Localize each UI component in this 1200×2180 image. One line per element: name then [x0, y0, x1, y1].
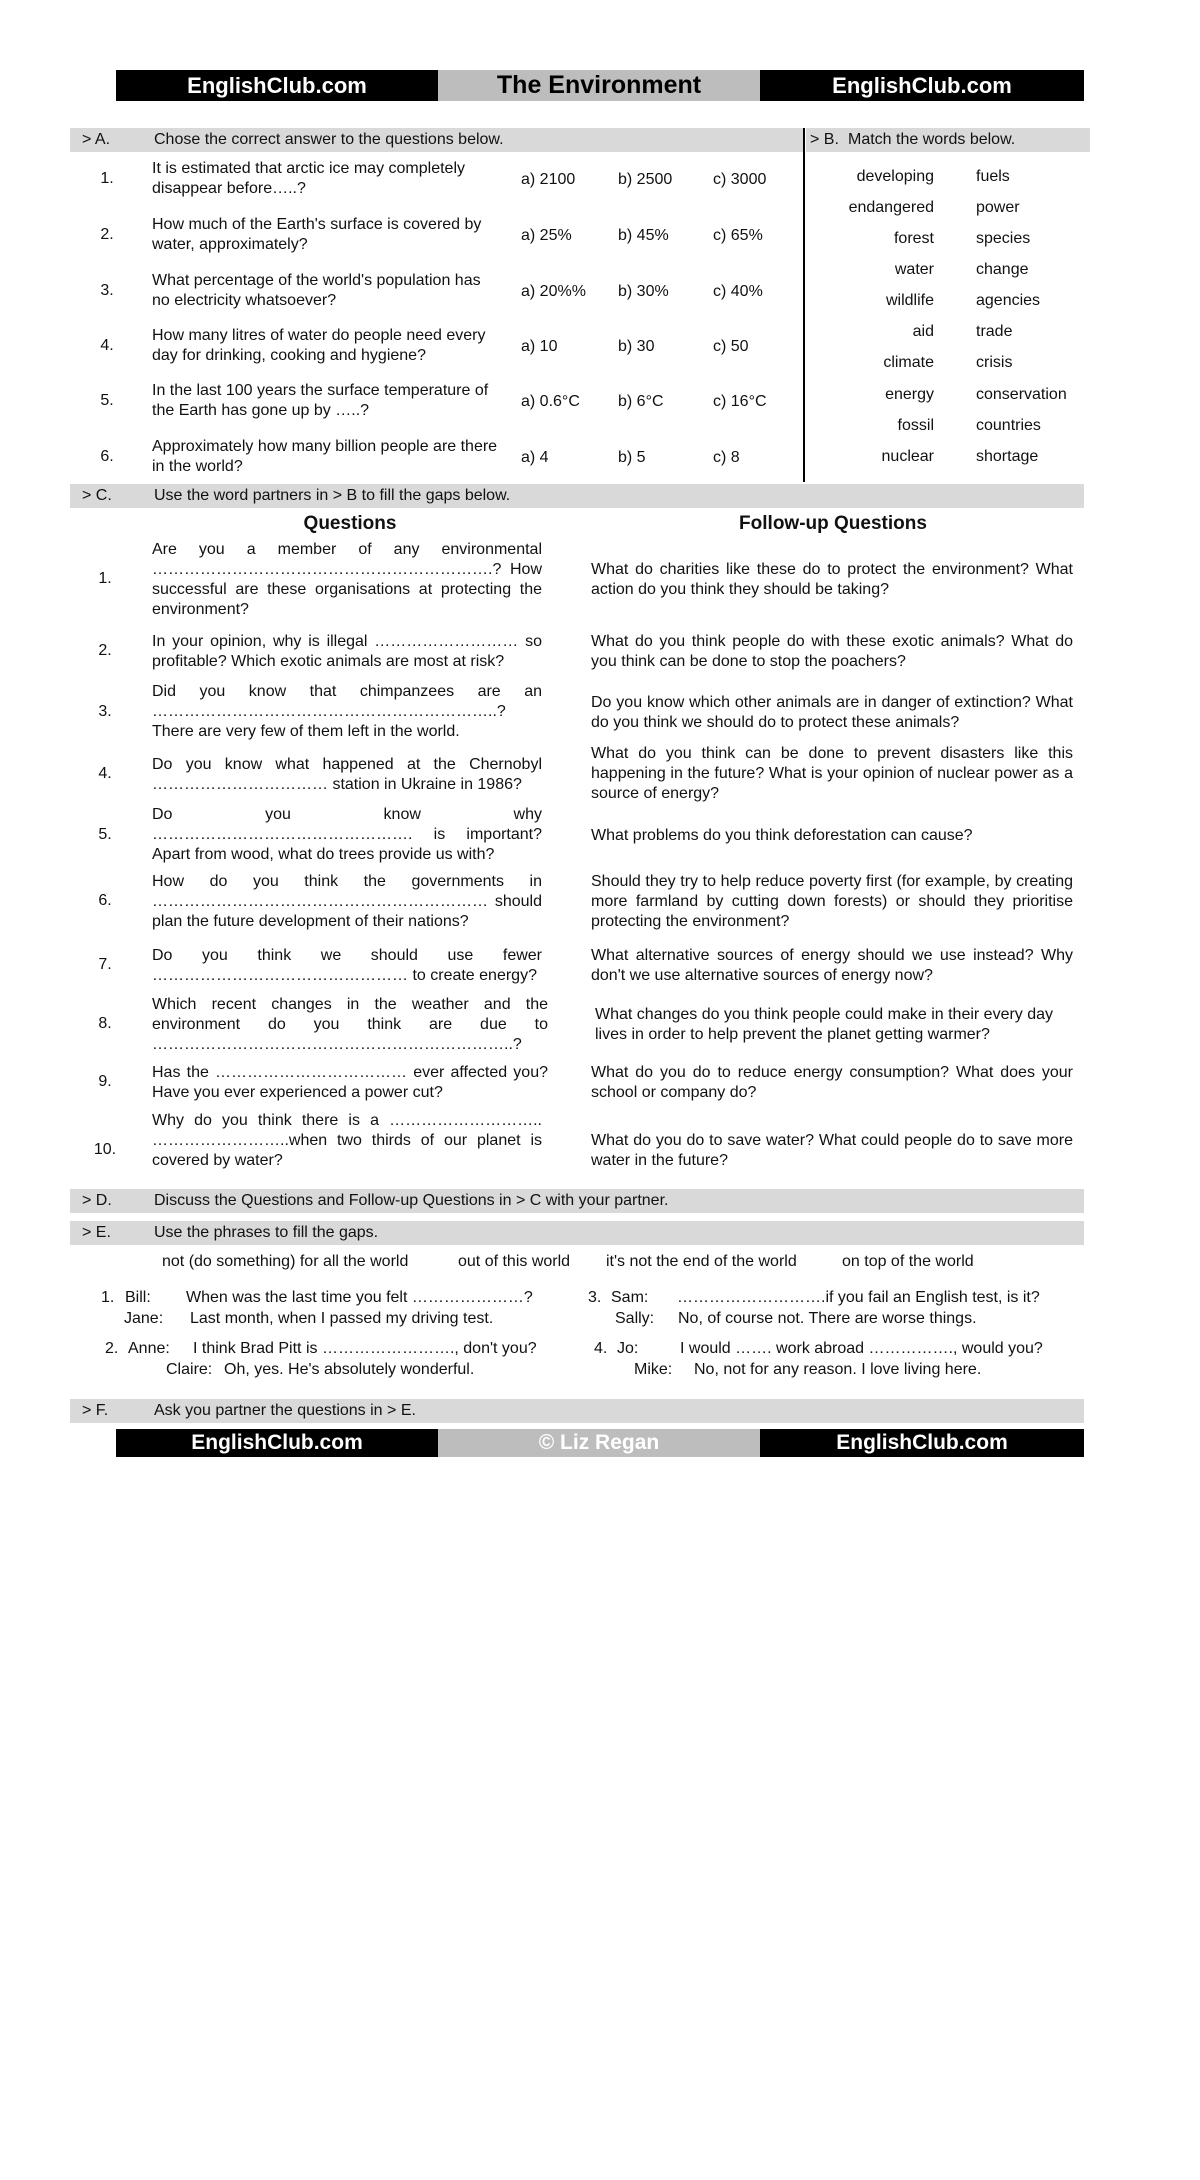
section-f-tag: > F. [82, 1402, 109, 1419]
word-left: endangered [848, 199, 934, 216]
followup-text: What do you do to reduce energy consumption? What does your school or company do? [591, 1064, 1073, 1101]
question-text: Has the ……………………………… ever affected you? Have you ever experienced a power cut? [152, 1064, 548, 1101]
followup-heading: Follow-up Questions [739, 513, 927, 534]
question-number: 4. [98, 765, 112, 782]
word-left: climate [883, 354, 934, 371]
word-left: aid [912, 323, 934, 340]
question-text: Do you know why …………………………………………. is important? Apart from wood, what do trees provide us with? [152, 806, 542, 863]
question-number: 9. [98, 1073, 112, 1090]
quiz-item [72, 270, 802, 312]
section-e-instruction: Use the phrases to fill the gaps. [154, 1224, 379, 1241]
questions-heading: Questions [303, 513, 397, 534]
speaker: Mike: [634, 1361, 673, 1378]
word-right: fuels [976, 168, 1010, 185]
question-number: 10. [93, 1141, 117, 1158]
dialogue-line: When was the last time you felt …………………? [186, 1289, 533, 1306]
speaker: Anne: [128, 1340, 170, 1357]
question-number: 8. [98, 1015, 112, 1032]
phrase: it's not the end of the world [606, 1253, 797, 1270]
header-right-brand: EnglishClub.com [760, 70, 1084, 101]
section-c-tag: > C. [82, 487, 112, 504]
phrase: not (do something) for all the world [162, 1253, 409, 1270]
word-right: conservation [976, 386, 1067, 403]
quiz-item [72, 214, 802, 256]
dialogue-number: 3. [588, 1289, 602, 1306]
quiz-question: How much of the Earth's surface is covered by water, approximately? [152, 216, 482, 253]
dialogue-line: ……………………….if you fail an English test, is it? [677, 1289, 1040, 1306]
page-title: The Environment [438, 70, 760, 101]
section-c-bar [70, 484, 1084, 508]
followup-text: Should they try to help reduce poverty first (for example, by creating more farmland by cutting down forests) or should they prioritise protecting the environment? [591, 873, 1073, 930]
quiz-option-a: a) 10 [521, 338, 558, 355]
section-b-instruction: Match the words below. [848, 131, 1016, 148]
quiz-question: In the last 100 years the surface temperature of the Earth has gone up by …..? [152, 382, 489, 419]
quiz-option-a: a) 4 [521, 449, 549, 466]
dialogues [0, 1288, 1200, 1388]
question-number: 6. [98, 892, 112, 909]
dialogue-line: I would ……. work abroad ……………., would you? [680, 1340, 1043, 1357]
followup-text: What changes do you think people could make in their every day lives in order to help prevent the planet getting warmer? [595, 1006, 1054, 1043]
header-left-brand: EnglishClub.com [116, 70, 438, 101]
word-list-left [808, 167, 934, 478]
word-right: agencies [976, 292, 1041, 309]
quiz-option-c: c) 16°C [713, 393, 767, 410]
quiz-option-a: a) 2100 [521, 171, 576, 188]
word-right: shortage [976, 448, 1039, 465]
quiz-item [72, 380, 802, 422]
dialogue-line: Last month, when I passed my driving test. [190, 1310, 494, 1327]
section-a-tag: > A. [82, 131, 111, 148]
phrase: on top of the world [842, 1253, 974, 1270]
quiz-item-number: 4. [100, 337, 114, 354]
question-text: Are you a member of any environmental ……………………………………………………….? How successful are these organisations at protecting the environment? [152, 541, 542, 618]
quiz-option-c: c) 3000 [713, 171, 767, 188]
quiz-option-c: c) 40% [713, 283, 763, 300]
section-f-instruction: Ask you partner the questions in > E. [154, 1402, 416, 1419]
footer-copyright: © Liz Regan [438, 1429, 760, 1457]
quiz-question: How many litres of water do people need every day for drinking, cooking and hygiene? [152, 327, 486, 364]
word-right: countries [976, 417, 1041, 434]
quiz-item [72, 325, 802, 367]
section-b-bar [806, 128, 1090, 152]
question-text: Do you think we should use fewer ………………………………………… to create energy? [152, 947, 542, 984]
quiz-option-a: a) 0.6°C [521, 393, 580, 410]
question-number: 2. [98, 642, 112, 659]
section-f-bar [70, 1399, 1084, 1423]
question-number: 5. [98, 826, 112, 843]
quiz-item [72, 158, 802, 200]
dialogue-number: 1. [101, 1289, 115, 1306]
dialogue-line: No, not for any reason. I love living here. [694, 1361, 982, 1378]
speaker: Claire: [166, 1361, 213, 1378]
followup-text: What do you do to save water? What could people do to save more water in the future? [591, 1132, 1073, 1169]
question-number: 7. [98, 956, 112, 973]
quiz-option-b: b) 5 [618, 449, 646, 466]
speaker: Sam: [611, 1289, 649, 1306]
word-right: power [976, 199, 1020, 216]
section-e-bar [70, 1221, 1084, 1245]
quiz-item-number: 1. [100, 170, 114, 187]
dialogue-number: 4. [594, 1340, 608, 1357]
quiz-question: Approximately how many billion people are there in the world? [152, 438, 498, 475]
dialogue-line: No, of course not. There are worse things. [678, 1310, 977, 1327]
word-left: forest [893, 230, 934, 247]
quiz-option-b: b) 30 [618, 338, 655, 355]
speaker: Bill: [125, 1289, 151, 1306]
question-text: Why do you think there is a ……………………….. ……………………..when two thirds of our planet is covered by water? [152, 1112, 542, 1169]
question-text: Do you know what happened at the Chernobyl …………………………… station in Ukraine in 1986? [152, 756, 542, 793]
quiz-option-b: b) 6°C [618, 393, 664, 410]
quiz-item [72, 436, 802, 478]
dialogue-line: Oh, yes. He's absolutely wonderful. [224, 1361, 475, 1378]
section-divider [803, 128, 805, 482]
dialogue-number: 2. [105, 1340, 119, 1357]
quiz-question: What percentage of the world's population has no electricity whatsoever? [152, 272, 481, 309]
word-left: energy [885, 386, 934, 403]
question-text: Did you know that chimpanzees are an ………………………………………………………..? There are very few of them left in the world. [152, 683, 542, 740]
word-left: developing [856, 168, 934, 185]
quiz-item-number: 3. [100, 282, 114, 299]
word-right: trade [976, 323, 1013, 340]
section-a-instruction: Chose the correct answer to the questions below. [154, 131, 504, 148]
word-left: wildlife [885, 292, 934, 309]
section-d-tag: > D. [82, 1192, 112, 1209]
question-text: In your opinion, why is illegal ……………………… so profitable? Which exotic animals are most at risk? [152, 633, 542, 670]
section-a-bar [70, 128, 804, 152]
section-d-bar [70, 1189, 1084, 1213]
question-number: 1. [98, 570, 112, 587]
word-left: nuclear [881, 448, 934, 465]
word-right: crisis [976, 354, 1013, 371]
question-text: Which recent changes in the weather and the environment do you think are due to …………………………………………………………..? [152, 996, 548, 1053]
word-left: fossil [897, 417, 934, 434]
followup-text: What do you think people do with these exotic animals? What do you think can be done to stop the poachers? [591, 633, 1073, 670]
quiz-item-number: 6. [100, 448, 114, 465]
quiz-option-c: c) 8 [713, 449, 740, 466]
dialogue-line: I think Brad Pitt is ……………………., don't you? [193, 1340, 537, 1357]
speaker: Sally: [615, 1310, 655, 1327]
footer-right-brand: EnglishClub.com [760, 1429, 1084, 1457]
quiz-option-b: b) 30% [618, 283, 669, 300]
word-right: species [976, 230, 1031, 247]
speaker: Jo: [617, 1340, 639, 1357]
quiz-item-number: 5. [100, 392, 114, 409]
question-text: How do you think the governments in ……………………………………………………… should plan the future development of their nations? [152, 873, 542, 930]
quiz-question: It is estimated that arctic ice may completely disappear before…..? [152, 160, 465, 197]
word-left: water [894, 261, 934, 278]
followup-text: What alternative sources of energy should we use instead? Why don't we use alternative sources of energy now? [591, 947, 1073, 984]
quiz-option-a: a) 20%% [521, 283, 586, 300]
word-right: change [976, 261, 1029, 278]
quiz-item-number: 2. [100, 226, 114, 243]
followup-text: What do you think can be done to prevent disasters like this happening in the future? What is your opinion of nuclear power as a source of energy? [591, 745, 1073, 802]
section-e-tag: > E. [82, 1224, 111, 1241]
section-d-instruction: Discuss the Questions and Follow-up Questions in > C with your partner. [154, 1192, 669, 1209]
word-list-right [976, 167, 1086, 478]
section-c-instruction: Use the word partners in > B to fill the gaps below. [154, 487, 511, 504]
quiz-option-c: c) 50 [713, 338, 749, 355]
followup-text: What do charities like these do to protect the environment? What action do you think they should be taking? [591, 561, 1073, 598]
quiz-option-b: b) 2500 [618, 171, 673, 188]
followup-text: Do you know which other animals are in danger of extinction? What do you think we should do to protect these animals? [591, 694, 1073, 731]
speaker: Jane: [124, 1310, 164, 1327]
phrase: out of this world [458, 1253, 571, 1270]
section-b-tag: > B. [810, 131, 839, 148]
footer-left-brand: EnglishClub.com [116, 1429, 438, 1457]
quiz-option-a: a) 25% [521, 227, 572, 244]
quiz-option-b: b) 45% [618, 227, 669, 244]
question-number: 3. [98, 703, 112, 720]
quiz-option-c: c) 65% [713, 227, 763, 244]
followup-text: What problems do you think deforestation can cause? [591, 827, 973, 844]
